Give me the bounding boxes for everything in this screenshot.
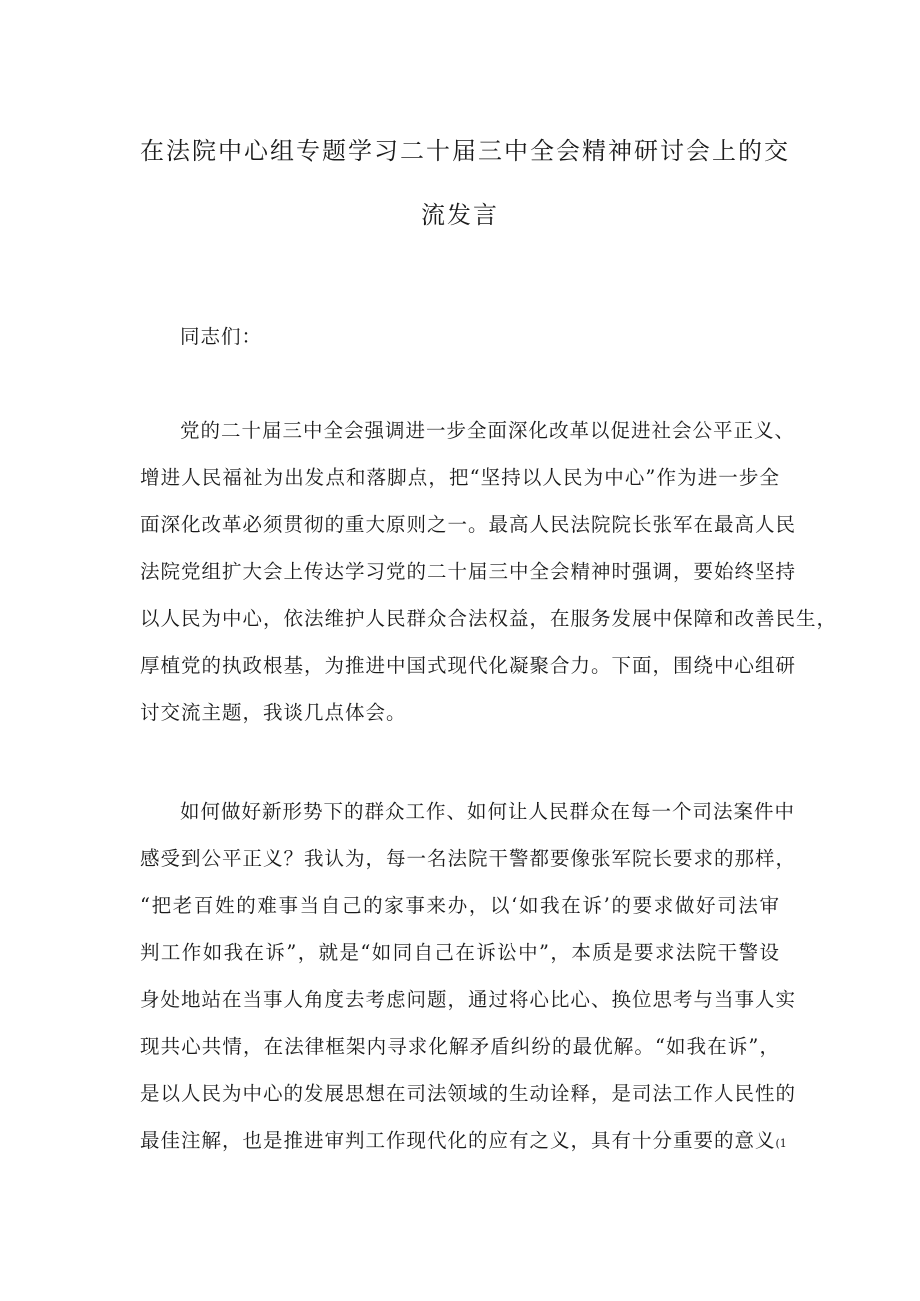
paragraph-2-line-3: “把老百姓的难事当自己的家事来办，以‘如我在诉’的要求做好司法审	[140, 894, 780, 917]
paragraph-1-line-2: 增进人民福祉为出发点和落脚点，把“坚持以人民为中心”作为进一步全	[140, 466, 780, 489]
paragraph-2-line-8	[140, 1126, 787, 1159]
paragraph-2-line-1: 如何做好新形势下的群众工作、如何让人民群众在每一个司法案件中	[180, 800, 796, 823]
paragraph-2-line-8-text: 最佳注解，也是推进审判工作现代化的应有之义，具有十分重要的意义	[140, 1129, 776, 1152]
footnote-marker: (1	[775, 1137, 787, 1150]
paragraph-2-line-5: 身处地站在当事人角度去考虑问题，通过将心比心、换位思考与当事人实	[140, 988, 797, 1011]
paragraph-1-line-1: 党的二十届三中全会强调进一步全面深化改革以促进社会公平正义、	[180, 419, 796, 442]
paragraph-2-line-4: 判工作如我在诉”，就是“如同自己在诉讼中”，本质是要求法院干警设	[140, 941, 780, 964]
paragraph-1-line-3: 面深化改革必须贯彻的重大原则之一。最高人民法院院长张军在最高人民	[140, 513, 797, 536]
paragraph-2-line-2: 感受到公平正义？我认为，每一名法院干警都要像张军院长要求的那样，	[140, 847, 797, 870]
document-title-line-2: 流发言	[421, 201, 499, 229]
paragraph-2-line-6: 现共心共情，在法律框架内寻求化解矛盾纠纷的最优解。“如我在诉”，	[140, 1035, 780, 1058]
paragraph-1-line-7: 讨交流主题，我谈几点体会。	[140, 701, 407, 724]
document-title-line-1: 在法院中心组专题学习二十届三中全会精神研讨会上的交	[140, 137, 790, 165]
paragraph-2-line-7: 是以人民为中心的发展思想在司法领域的生动诠释，是司法工作人民性的	[140, 1082, 797, 1105]
paragraph-1-line-5: 以人民为中心，依法维护人民群众合法权益，在服务发展中保障和改善民生，	[140, 607, 838, 630]
greeting: 同志们：	[180, 325, 263, 348]
paragraph-1-line-6: 厚植党的执政根基，为推进中国式现代化凝聚合力。下面，围绕中心组研	[140, 654, 797, 677]
paragraph-1-line-4: 法院党组扩大会上传达学习党的二十届三中全会精神时强调，要始终坚持	[140, 560, 797, 583]
